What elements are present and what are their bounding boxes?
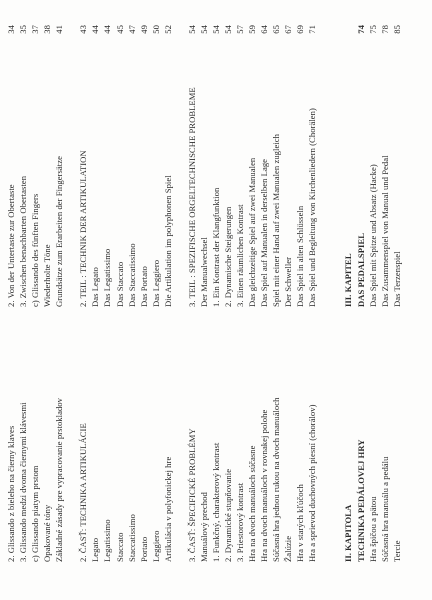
page-number-7: 44: [90, 25, 101, 34]
page-number-13: 52: [162, 25, 173, 34]
page-number-0: 34: [6, 25, 16, 34]
page-number-30: 75: [367, 25, 378, 34]
toc-entry-de-8: Das Legatissimo: [102, 248, 113, 307]
toc-entry-sk-21: Hra na dvoch manuáloch v rovnakej polohe: [259, 409, 270, 562]
toc-entry-sk-16: Manuálový prechod: [198, 492, 209, 562]
toc-entry-de-30: Das Spiel mit Spitze und Absatz (Hacke): [367, 164, 378, 307]
toc-entry-de-9: Das Staccato: [114, 261, 125, 307]
page-number-25: 71: [307, 25, 318, 34]
toc-entry-sk-22: Súčasná hra jednou rukou na dvoch manuáloch: [271, 397, 282, 562]
toc-entry-de-19: 3. Einen räumlichen Kontrast: [235, 204, 245, 307]
page-number-21: 64: [259, 25, 270, 34]
toc-entry-de-12: Das Leggiero: [150, 259, 161, 307]
toc-entry-de-1: 3. Zwischen benachbarten Obertasten: [18, 175, 29, 307]
toc-entry-sk-32: Tercie: [391, 540, 402, 562]
toc-entry-sk-17: 1. Funkčný, charakterový kontrast: [210, 442, 221, 562]
toc-entry-sk-18: 2. Dynamické stupňovanie: [222, 468, 233, 562]
toc-entry-de-25: Das Spiel und Begleitung von Kirchenliedern (Chorälen): [307, 108, 318, 307]
toc-entry-de-22: Spiel mit einer Hand auf zwei Manualen zugleich: [271, 134, 282, 307]
page-number-11: 49: [138, 25, 149, 34]
toc-entry-sk-28: II. KAPITOLA: [343, 504, 354, 562]
toc-entry-de-10: Das Staccatissimo: [126, 243, 137, 307]
toc-entry-sk-31: Súčasná hra manuálu a pedálu: [379, 456, 390, 562]
toc-entry-de-20: Das gleichzeitige Spiel auf zwei Manualen: [247, 157, 257, 307]
page-number-16: 54: [198, 25, 209, 34]
toc-entry-sk-19: 3. Priestorový kontrast: [235, 482, 245, 562]
toc-entry-sk-0: 2. Glissando z bieleho na čierny klaves: [6, 425, 16, 562]
page-number-18: 54: [222, 25, 233, 34]
toc-entry-sk-2: c) Glissando piatym prstom: [30, 465, 41, 562]
toc-entry-de-24: Das Spiel in alten Schlüsseln: [295, 205, 306, 307]
page-number-29: 74: [355, 25, 366, 34]
toc-entry-sk-3: Opakované tóny: [42, 504, 53, 562]
toc-entry-sk-20: Hra na dvoch manuáloch súčasne: [247, 445, 257, 562]
page-number-15: 54: [186, 25, 197, 34]
toc-entry-de-23: Der Schweller: [283, 256, 294, 307]
toc-entry-sk-9: Staccato: [114, 532, 125, 562]
toc-entry-de-21: Das Spiel auf Manualen in derselben Lage: [259, 158, 270, 307]
page-number-1: 35: [18, 25, 29, 34]
toc-entry-sk-24: Hra v starých kľúčoch: [295, 484, 306, 562]
page-number-3: 38: [42, 25, 53, 34]
toc-entry-de-13: Die Artikulation im polyphonen Spiel: [162, 175, 173, 307]
toc-entry-sk-30: Hra špičou a pätou: [367, 496, 378, 562]
toc-entry-sk-12: Leggiero: [150, 530, 161, 562]
toc-entry-de-7: Das Legato: [90, 267, 101, 307]
toc-entry-de-0: 2. Von der Untertaste zur Obertaste: [6, 184, 16, 307]
page-number-4: 41: [54, 25, 65, 34]
toc-entry-de-4: Grundsätze zum Erarbeiten der Fingersätze: [54, 156, 65, 307]
toc-entry-sk-15: 3. ČASŤ: ŠPECIFICKÉ PROBLÉMY: [186, 428, 197, 562]
toc-entry-sk-23: Žalúzie: [283, 535, 294, 562]
toc-entry-de-17: 1. Ein Kontrast der Klangfunktion: [210, 187, 221, 307]
page-number-12: 50: [150, 25, 161, 34]
toc-entry-sk-8: Legatissimo: [102, 519, 113, 562]
toc-entry-sk-10: Staccatissimo: [126, 514, 137, 562]
page-number-10: 47: [126, 25, 137, 34]
toc-entry-de-6: 2. TEIL : TECHNIK DER ARTIKULATION: [78, 150, 89, 307]
toc-entry-sk-25: Hra a sprievod duchovných piesní (chorálov): [307, 404, 318, 562]
toc-entry-de-31: Das Zusammenspiel von Manual und Pedal: [379, 155, 390, 307]
page-number-22: 65: [271, 25, 282, 34]
toc-entry-de-28: III. KAPITEL: [343, 253, 354, 307]
page-number-23: 67: [283, 25, 294, 34]
toc-entry-de-32: Das Terzenspiel: [391, 251, 402, 307]
page-number-19: 57: [235, 25, 245, 34]
toc-entry-de-29: DAS PEDALSPIEL: [355, 232, 366, 307]
toc-entry-sk-11: Portato: [138, 536, 149, 562]
page-number-9: 45: [114, 25, 125, 34]
page-number-17: 54: [210, 25, 221, 34]
toc-entry-sk-29: TECHNIKA PEDÁLOVEJ HRY: [355, 439, 366, 562]
toc-entry-de-18: 2. Dynamische Steigerungen: [222, 206, 233, 307]
page-number-6: 43: [78, 25, 89, 34]
page-number-31: 78: [379, 25, 390, 34]
toc-entry-de-3: Wiederholte Töne: [42, 244, 53, 307]
page-number-32: 85: [391, 25, 402, 34]
toc-entry-de-11: Das Portato: [138, 266, 149, 307]
page-number-20: 59: [247, 25, 257, 34]
page-number-8: 44: [102, 25, 113, 34]
toc-entry-de-2: c) Glissando des fünften Fingers: [30, 193, 41, 307]
toc-entry-sk-7: Legato: [90, 537, 101, 562]
page-number-2: 37: [30, 25, 41, 34]
toc-entry-sk-1: 3. Glissando medzi dvoma čiernymi klávesmi: [18, 402, 29, 562]
page-number-24: 69: [295, 25, 306, 34]
toc-entry-de-15: 3. TEIL : SPEZIFISCHE ORGELTECHNISCHE PROBLEME: [186, 87, 197, 307]
toc-entry-sk-13: Artikulácia v polyfonickej hre: [162, 456, 173, 562]
toc-entry-sk-6: 2. ČASŤ: TECHNIKA ARTIKULÁCIE: [78, 423, 89, 562]
toc-entry-de-16: Der Manualwechsel: [198, 237, 209, 307]
toc-entry-sk-4: Základné zásady pre vypracovanie prstokladov: [54, 398, 65, 562]
